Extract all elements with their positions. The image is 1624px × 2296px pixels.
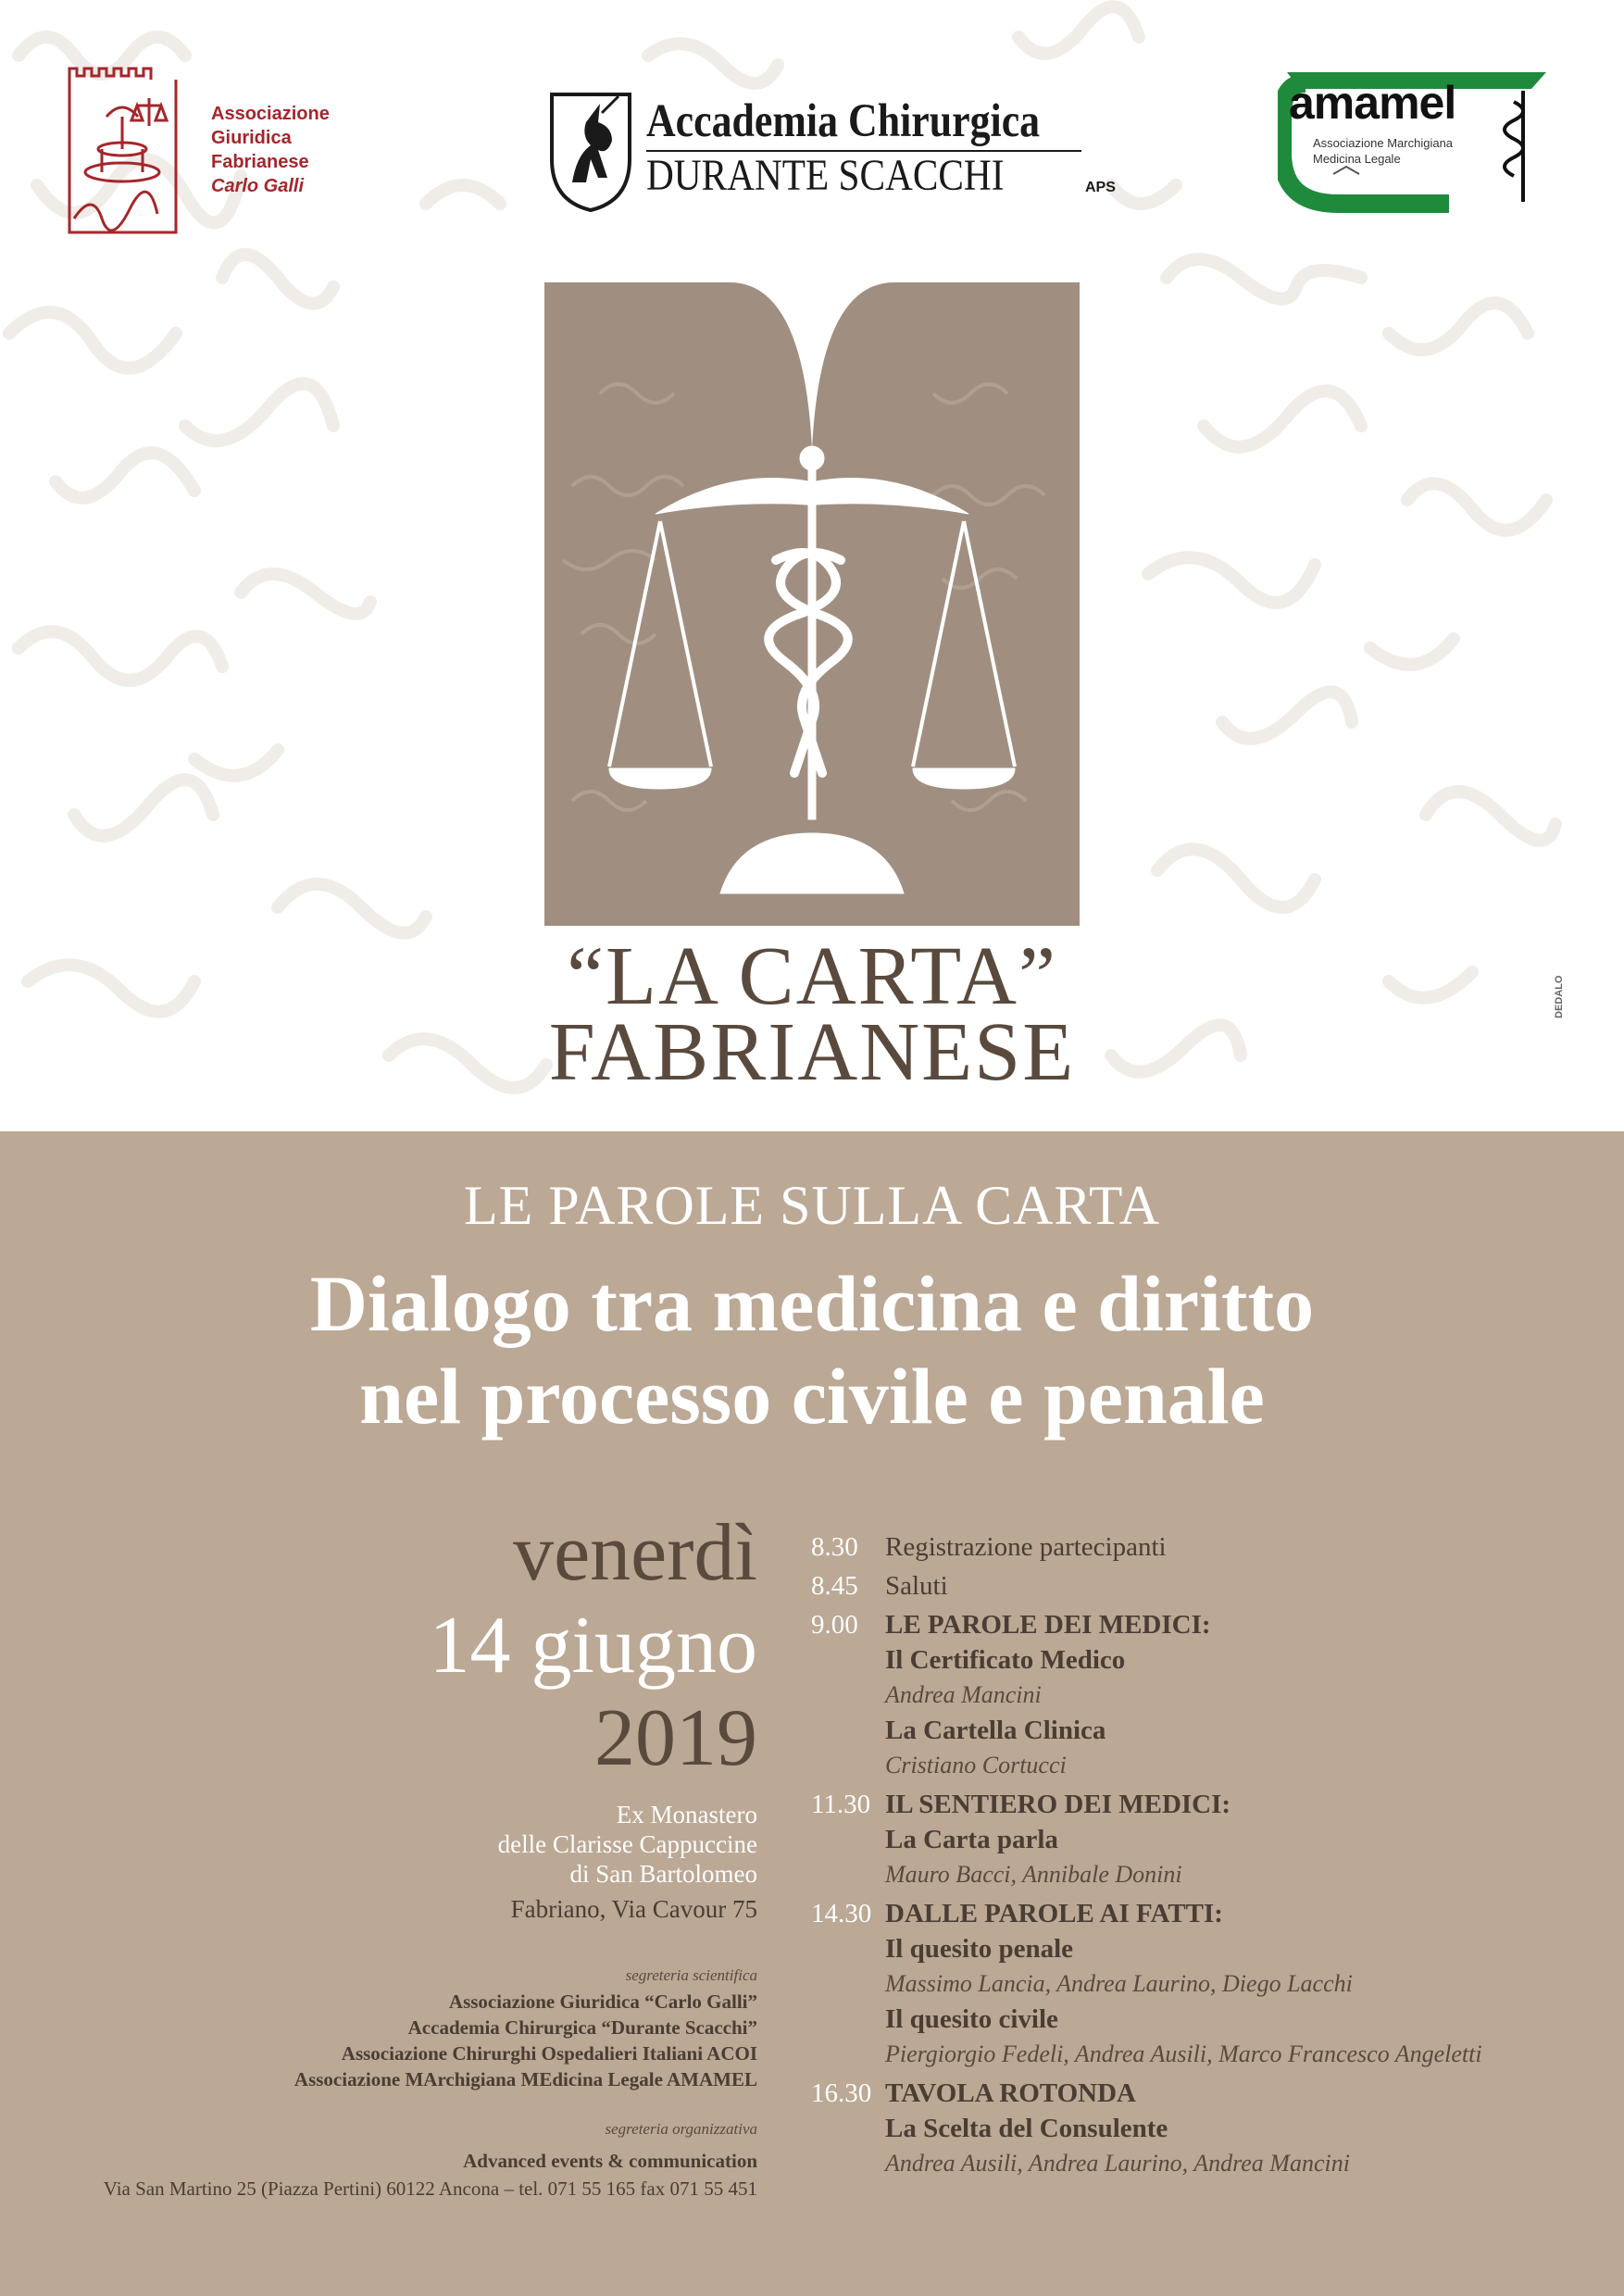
program-time: 11.30 bbox=[811, 1790, 871, 1819]
program-session: La Cartella Clinica bbox=[885, 1716, 1106, 1745]
organizer-name: Advanced events & communication bbox=[463, 2150, 757, 2172]
event-headline-line-1: Dialogo tra medicina e diritto bbox=[309, 1259, 1315, 1348]
program-session: Registrazione partecipanti bbox=[885, 1532, 1167, 1562]
logo-left-line: Giuridica bbox=[211, 128, 292, 148]
program-session: Saluti bbox=[885, 1571, 948, 1601]
program-session: La Scelta del Consulente bbox=[885, 2114, 1168, 2143]
program-speakers: Andrea Ausili, Andrea Laurino, Andrea Mancini bbox=[885, 2150, 1350, 2177]
program-time: 8.45 bbox=[811, 1571, 858, 1601]
secretariat-org: Associazione MArchigiana MEdicina Legale AMAMEL bbox=[294, 2068, 757, 2090]
secretariat-org: Accademia Chirurgica “Durante Scacchi” bbox=[407, 2016, 757, 2039]
program-item bbox=[811, 1607, 1607, 1783]
event-title-line-1: “LA CARTA” bbox=[567, 930, 1057, 1022]
program-session: LE PAROLE DEI MEDICI: bbox=[885, 1610, 1211, 1640]
venue-address: Fabriano, Via Cavour 75 bbox=[510, 1895, 757, 1923]
logo-left-line: Fabrianese bbox=[211, 152, 309, 172]
amamel-subtitle-line: Medicina Legale bbox=[1313, 152, 1401, 166]
unicorn-shield-icon bbox=[544, 85, 637, 215]
program-speakers: Mauro Bacci, Annibale Donini bbox=[885, 1861, 1182, 1888]
amamel-title: amamel bbox=[1289, 77, 1456, 129]
event-weekday: venerdì bbox=[513, 1508, 757, 1598]
accademia-subtitle: DURANTE SCACCHI bbox=[646, 151, 1005, 200]
event-headline-line-2: nel processo civile e penale bbox=[359, 1352, 1265, 1441]
program-session: TAVOLA ROTONDA bbox=[885, 2078, 1136, 2108]
program-session: Il quesito civile bbox=[885, 2004, 1058, 2034]
program-item bbox=[811, 1896, 1607, 2072]
program-spacer bbox=[811, 2181, 1607, 2185]
program-item bbox=[811, 2076, 1607, 2181]
program-speakers: Massimo Lancia, Andrea Laurino, Diego Lacchi bbox=[885, 1970, 1353, 1997]
secretariat-org: Associazione Giuridica “Carlo Galli” bbox=[448, 1990, 757, 2013]
logo-left-line: Associazione bbox=[211, 104, 330, 124]
program-session: IL SENTIERO DEI MEDICI: bbox=[885, 1790, 1231, 1819]
program-item bbox=[811, 1568, 1607, 1603]
program-time: 8.30 bbox=[811, 1532, 858, 1562]
program-item bbox=[811, 1787, 1607, 1892]
amamel-subtitle-line: Associazione Marchigiana bbox=[1313, 136, 1454, 150]
program-speakers: Andrea Mancini bbox=[885, 1681, 1042, 1708]
program-session: Il Certificato Medico bbox=[885, 1645, 1126, 1675]
secretariat-org: Associazione Chirurghi Ospedalieri Italiani ACOI bbox=[341, 2042, 757, 2065]
program-schedule bbox=[811, 1529, 1607, 2185]
event-year: 2019 bbox=[594, 1693, 757, 1783]
accademia-title: Accademia Chirurgica bbox=[646, 95, 1041, 147]
event-subtitle: LE PAROLE SULLA CARTA bbox=[463, 1175, 1161, 1236]
program-time: 9.00 bbox=[811, 1610, 858, 1640]
amamel-subtitle bbox=[1313, 135, 1453, 167]
venue-line: Ex Monastero bbox=[616, 1801, 757, 1828]
program-time: 14.30 bbox=[811, 1899, 872, 1928]
event-day-month: 14 giugno bbox=[429, 1601, 757, 1691]
event-title-line-2: FABRIANESE bbox=[548, 1006, 1076, 1098]
program-speakers: Piergiorgio Fedeli, Andrea Ausili, Marco Francesco Angeletti bbox=[885, 2040, 1482, 2067]
program-time: 16.30 bbox=[811, 2078, 872, 2108]
venue-line: di San Bartolomeo bbox=[569, 1860, 757, 1888]
program-session: Il quesito penale bbox=[885, 1934, 1074, 1964]
venue-line: delle Clarisse Cappuccine bbox=[497, 1830, 757, 1858]
accademia-aps: APS bbox=[1085, 180, 1116, 195]
program-speakers: Cristiano Cortucci bbox=[885, 1752, 1067, 1778]
program-session: La Carta parla bbox=[885, 1825, 1058, 1854]
scientific-secretariat-list bbox=[294, 1989, 757, 2092]
organizer-address: Via San Martino 25 (Piazza Pertini) 60122 Ancona – tel. 071 55 165 fax 071 55 451 bbox=[103, 2177, 757, 2200]
scientific-secretariat-label: segreteria scientifica bbox=[625, 1966, 757, 1984]
scales-caduceus-emblem-icon bbox=[544, 282, 1080, 926]
program-item bbox=[811, 1529, 1607, 1565]
designer-credit: DEDALO bbox=[1554, 975, 1565, 1018]
carlo-galli-logo-text bbox=[211, 102, 330, 198]
logo-left-line: Carlo Galli bbox=[211, 176, 305, 196]
organizational-secretariat-label: segreteria organizzativa bbox=[605, 2120, 757, 2138]
program-session: DALLE PAROLE AI FATTI: bbox=[885, 1899, 1223, 1928]
